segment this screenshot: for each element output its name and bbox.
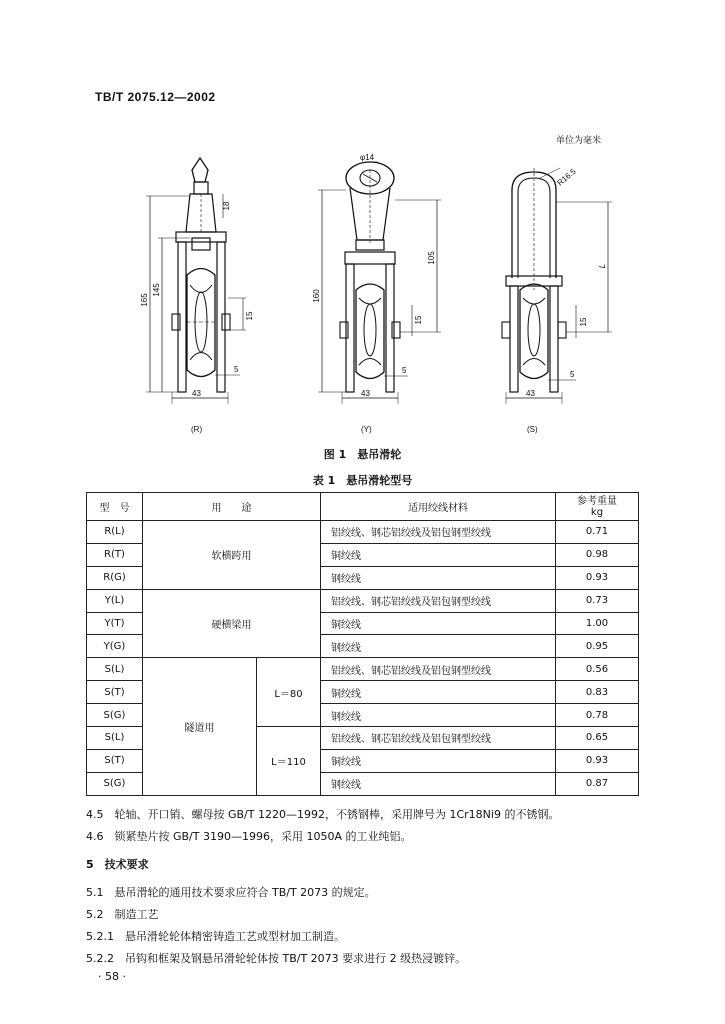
cell-use-hard: 硬横梁用 <box>143 589 321 658</box>
s-dim-5: 5 <box>570 370 575 379</box>
y-dim-5: 5 <box>402 366 407 375</box>
table-header-row <box>87 493 639 521</box>
cell-model: R(G) <box>87 566 143 589</box>
r-dim-43: 43 <box>192 389 201 398</box>
s-dim-r16-5: R16.5 <box>555 166 578 188</box>
pulley-model-table <box>86 492 639 796</box>
s-dim-15: 15 <box>579 317 588 327</box>
y-dim-phi14: φ14 <box>360 153 375 162</box>
cell-weight: 0.83 <box>556 681 639 704</box>
cell-material: 钢绞线 <box>321 704 556 727</box>
cell-material: 钢绞线 <box>321 772 556 795</box>
view-s-drawing <box>502 168 612 404</box>
cell-weight: 0.98 <box>556 543 639 566</box>
table-row <box>87 589 639 612</box>
cell-model: S(G) <box>87 704 143 727</box>
cell-material: 铜绞线 <box>321 612 556 635</box>
r-dim-15: 15 <box>245 311 254 321</box>
cell-model: R(L) <box>87 521 143 544</box>
cell-weight: 0.78 <box>556 704 639 727</box>
r-dim-145: 145 <box>152 283 161 297</box>
header-weight <box>556 493 639 521</box>
y-dim-15: 15 <box>414 315 423 325</box>
cell-material: 钢绞线 <box>321 635 556 658</box>
clause-4-6: 4.6 锁紧垫片按 GB/T 3190—1996，采用 1050A 的工业纯铝。 <box>86 830 412 843</box>
cell-weight: 0.95 <box>556 635 639 658</box>
cell-material: 铝绞线、钢芯铝绞线及铝包钢型绞线 <box>321 521 556 544</box>
table-caption: 表 1 悬吊滑轮型号 <box>312 474 413 487</box>
cell-model: S(L) <box>87 727 143 750</box>
y-dim-43: 43 <box>361 389 370 398</box>
view-label-s: (S) <box>527 425 538 434</box>
clause-5-2: 5.2 制造工艺 <box>86 908 159 921</box>
view-label-y: (Y) <box>361 425 372 434</box>
cell-weight: 0.71 <box>556 521 639 544</box>
cell-model: S(T) <box>87 681 143 704</box>
cell-model: S(T) <box>87 749 143 772</box>
view-r-drawing <box>146 158 246 404</box>
cell-model: R(T) <box>87 543 143 566</box>
s-dim-l: L <box>598 263 607 269</box>
clause-5-2-1: 5.2.1 悬吊滑轮轮体精密铸造工艺或型材加工制造。 <box>86 930 345 943</box>
cell-weight: 0.87 <box>556 772 639 795</box>
clause-4-5: 4.5 轮轴、开口销、螺母按 GB/T 1220—1992，不锈钢棒，采用牌号为 1Cr18Ni9 的不锈钢。 <box>86 808 560 821</box>
view-label-r: (R) <box>191 425 203 434</box>
cell-l110: L＝110 <box>257 727 321 796</box>
section-5-heading: 5 技术要求 <box>86 858 149 871</box>
cell-model: S(L) <box>87 658 143 681</box>
header-weight-label: 参考重量 <box>577 495 617 507</box>
cell-weight: 0.73 <box>556 589 639 612</box>
standard-header: TB/T 2075.12—2002 <box>95 90 216 104</box>
cell-material: 铝绞线、钢芯铝绞线及铝包钢型绞线 <box>321 727 556 750</box>
table-row <box>87 521 639 544</box>
table-row <box>87 658 639 681</box>
y-dim-105: 105 <box>427 251 436 265</box>
r-dim-165: 165 <box>140 293 149 307</box>
header-use: 用 途 <box>143 493 321 521</box>
cell-l80: L＝80 <box>257 658 321 727</box>
cell-material: 铝绞线、钢芯铝绞线及铝包钢型绞线 <box>321 658 556 681</box>
header-model: 型 号 <box>87 493 143 521</box>
cell-weight: 0.56 <box>556 658 639 681</box>
y-dim-160: 160 <box>312 289 321 303</box>
page-number: · 58 · <box>98 970 126 983</box>
cell-material: 铜绞线 <box>321 681 556 704</box>
pulley-figure <box>0 0 725 445</box>
cell-material: 铜绞线 <box>321 749 556 772</box>
cell-use-tunnel: 隧道用 <box>143 658 257 795</box>
cell-weight: 1.00 <box>556 612 639 635</box>
cell-model: Y(G) <box>87 635 143 658</box>
cell-model: Y(L) <box>87 589 143 612</box>
cell-model: S(G) <box>87 772 143 795</box>
s-dim-43: 43 <box>526 389 535 398</box>
cell-weight: 0.65 <box>556 727 639 750</box>
cell-weight: 0.93 <box>556 749 639 772</box>
figure-caption: 图 1 悬吊滑轮 <box>323 448 402 461</box>
clause-5-2-2: 5.2.2 吊钩和框架及钢悬吊滑轮轮体按 TB/T 2073 要求进行 2 级热浸镀锌。 <box>86 952 467 965</box>
header-material: 适用绞线材料 <box>321 493 556 521</box>
view-y-drawing <box>318 162 441 404</box>
r-dim-18: 18 <box>222 201 231 211</box>
cell-weight: 0.93 <box>556 566 639 589</box>
cell-material: 铝绞线、钢芯铝绞线及铝包钢型绞线 <box>321 589 556 612</box>
cell-model: Y(T) <box>87 612 143 635</box>
cell-material: 钢绞线 <box>321 566 556 589</box>
clause-5-1: 5.1 悬吊滑轮的通用技术要求应符合 TB/T 2073 的规定。 <box>86 886 376 899</box>
cell-material: 铜绞线 <box>321 543 556 566</box>
r-dim-5: 5 <box>234 365 239 374</box>
cell-use-soft: 软横跨用 <box>143 521 321 590</box>
header-weight-unit: kg <box>590 506 604 518</box>
unit-note: 单位为毫米 <box>556 136 602 146</box>
